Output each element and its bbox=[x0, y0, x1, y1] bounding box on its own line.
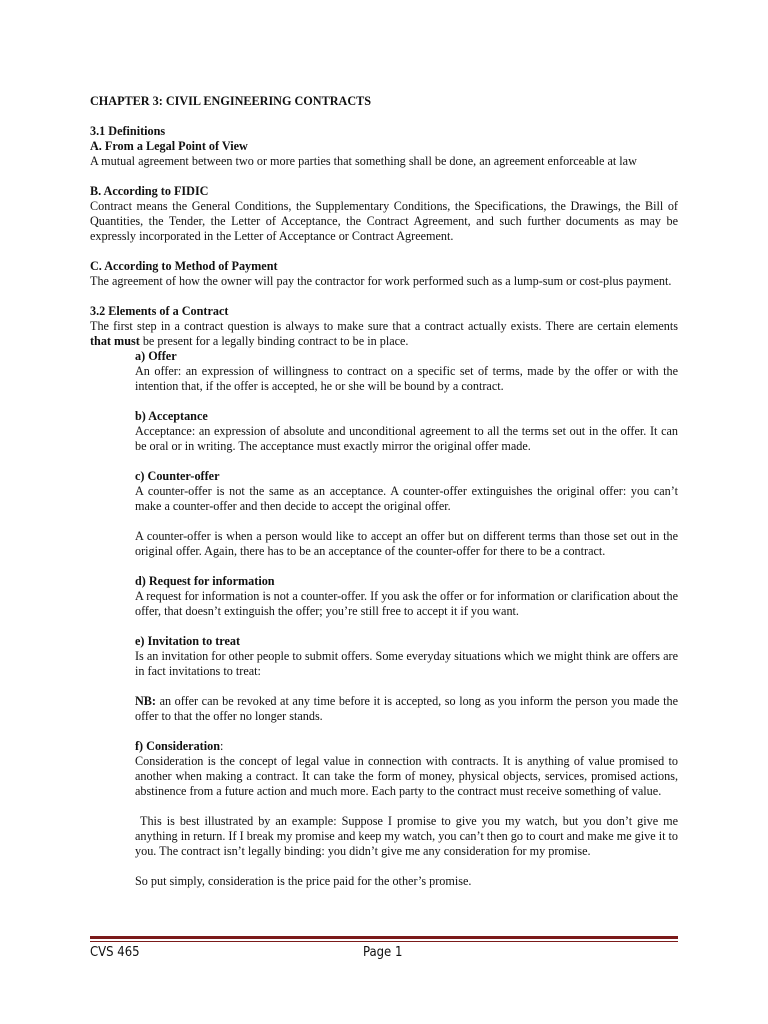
paragraph-elements-intro bbox=[90, 319, 678, 349]
paragraph-request: A request for information is not a counter-offer. If you ask the offer or for information or clarification about the offer, that doesn’t extinguish the offer; you’re still free to accept it if you want. bbox=[135, 589, 678, 618]
subheading-legal: A. From a Legal Point of View bbox=[90, 139, 248, 153]
footer-rule-thin bbox=[90, 941, 678, 942]
section-heading-3-2: 3.2 Elements of a Contract bbox=[90, 304, 229, 318]
element-heading-consideration-line bbox=[135, 739, 678, 754]
intro-text: The first step in a contract question is always to make sure that a contract actually exists. There are certain elements bbox=[90, 319, 678, 333]
consideration-colon: : bbox=[219, 739, 224, 753]
elements-list bbox=[135, 349, 682, 889]
footer-rule-thick bbox=[90, 936, 678, 939]
subheading-fidic: B. According to FIDIC bbox=[90, 184, 209, 198]
element-heading-invitation: e) Invitation to treat bbox=[135, 634, 241, 648]
section-heading-3-1: 3.1 Definitions bbox=[90, 124, 166, 138]
paragraph-offer: An offer: an expression of willingness to contract on a specific set of terms, made by the offer or with the intention that, if the offer is accepted, he or she will be bound by a contract. bbox=[135, 364, 678, 393]
paragraph-counter-offer-1: A counter-offer is not the same as an acceptance. A counter-offer extinguishes the original offer: you can’t make a counter-offer and then decide to accept the original offer. bbox=[135, 484, 678, 513]
nb-label: NB: bbox=[135, 694, 156, 708]
paragraph-invitation: Is an invitation for other people to submit offers. Some everyday situations which we might think are offers are in fact invitations to treat: bbox=[135, 649, 678, 678]
paragraph-nb bbox=[135, 694, 678, 724]
chapter-title: CHAPTER 3: CIVIL ENGINEERING CONTRACTS bbox=[90, 94, 372, 108]
element-heading-consideration: f) Consideration bbox=[135, 739, 220, 753]
element-heading-acceptance: b) Acceptance bbox=[135, 409, 208, 423]
footer-course-code: CVS 465 bbox=[90, 945, 140, 960]
page-content bbox=[90, 94, 682, 889]
paragraph-counter-offer-2: A counter-offer is when a person would like to accept an offer but on different terms than those set out in the original offer. Again, there has to be an acceptance of the counter-offer for there to be a contract. bbox=[135, 529, 678, 558]
nb-text: an offer can be revoked at any time before it is accepted, so long as you inform the person you made the offer to that the offer no longer stands. bbox=[135, 694, 678, 723]
element-heading-request: d) Request for information bbox=[135, 574, 275, 588]
paragraph-consideration-3: So put simply, consideration is the price paid for the other’s promise. bbox=[135, 874, 472, 888]
footer-page-number: Page 1 bbox=[363, 945, 403, 960]
paragraph-consideration-2: This is best illustrated by an example: Suppose I promise to give you my watch, but you don’t give me anything in return. If I break my promise and keep my watch, you can’t then go to court and make me give it to you. The contract isn’t legally binding: you didn’t give me any consideration for my promise. bbox=[135, 814, 682, 858]
paragraph-consideration-1: Consideration is the concept of legal value in connection with contracts. It is anything of value promised to another when making a contract. It can take the form of money, physical objects, services, promised actions, abstinence from a future action and much more. Each party to the contract must receive something of value. bbox=[135, 754, 678, 798]
paragraph-acceptance: Acceptance: an expression of absolute and unconditional agreement to all the terms set out in the offer. It can be oral or in writing. The acceptance must exactly mirror the original offer made. bbox=[135, 424, 678, 453]
intro-text-end: be present for a legally binding contract to be in place. bbox=[139, 334, 409, 348]
element-heading-counter-offer: c) Counter-offer bbox=[135, 469, 220, 483]
intro-bold-text: that must bbox=[90, 334, 140, 348]
paragraph-payment: The agreement of how the owner will pay the contractor for work performed such as a lump-sum or cost-plus payment. bbox=[90, 274, 672, 288]
paragraph-fidic: Contract means the General Conditions, the Supplementary Conditions, the Specifications, the Drawings, the Bill of Quantities, the Tender, the Letter of Acceptance, the Contract Agreement, and such further documents as may be expressly incorporated in the Letter of Acceptance or Contract Agreement. bbox=[90, 199, 678, 243]
subheading-payment: C. According to Method of Payment bbox=[90, 259, 278, 273]
paragraph-legal: A mutual agreement between two or more parties that something shall be done, an agreement enforceable at law bbox=[90, 154, 637, 168]
element-heading-offer: a) Offer bbox=[135, 349, 177, 363]
